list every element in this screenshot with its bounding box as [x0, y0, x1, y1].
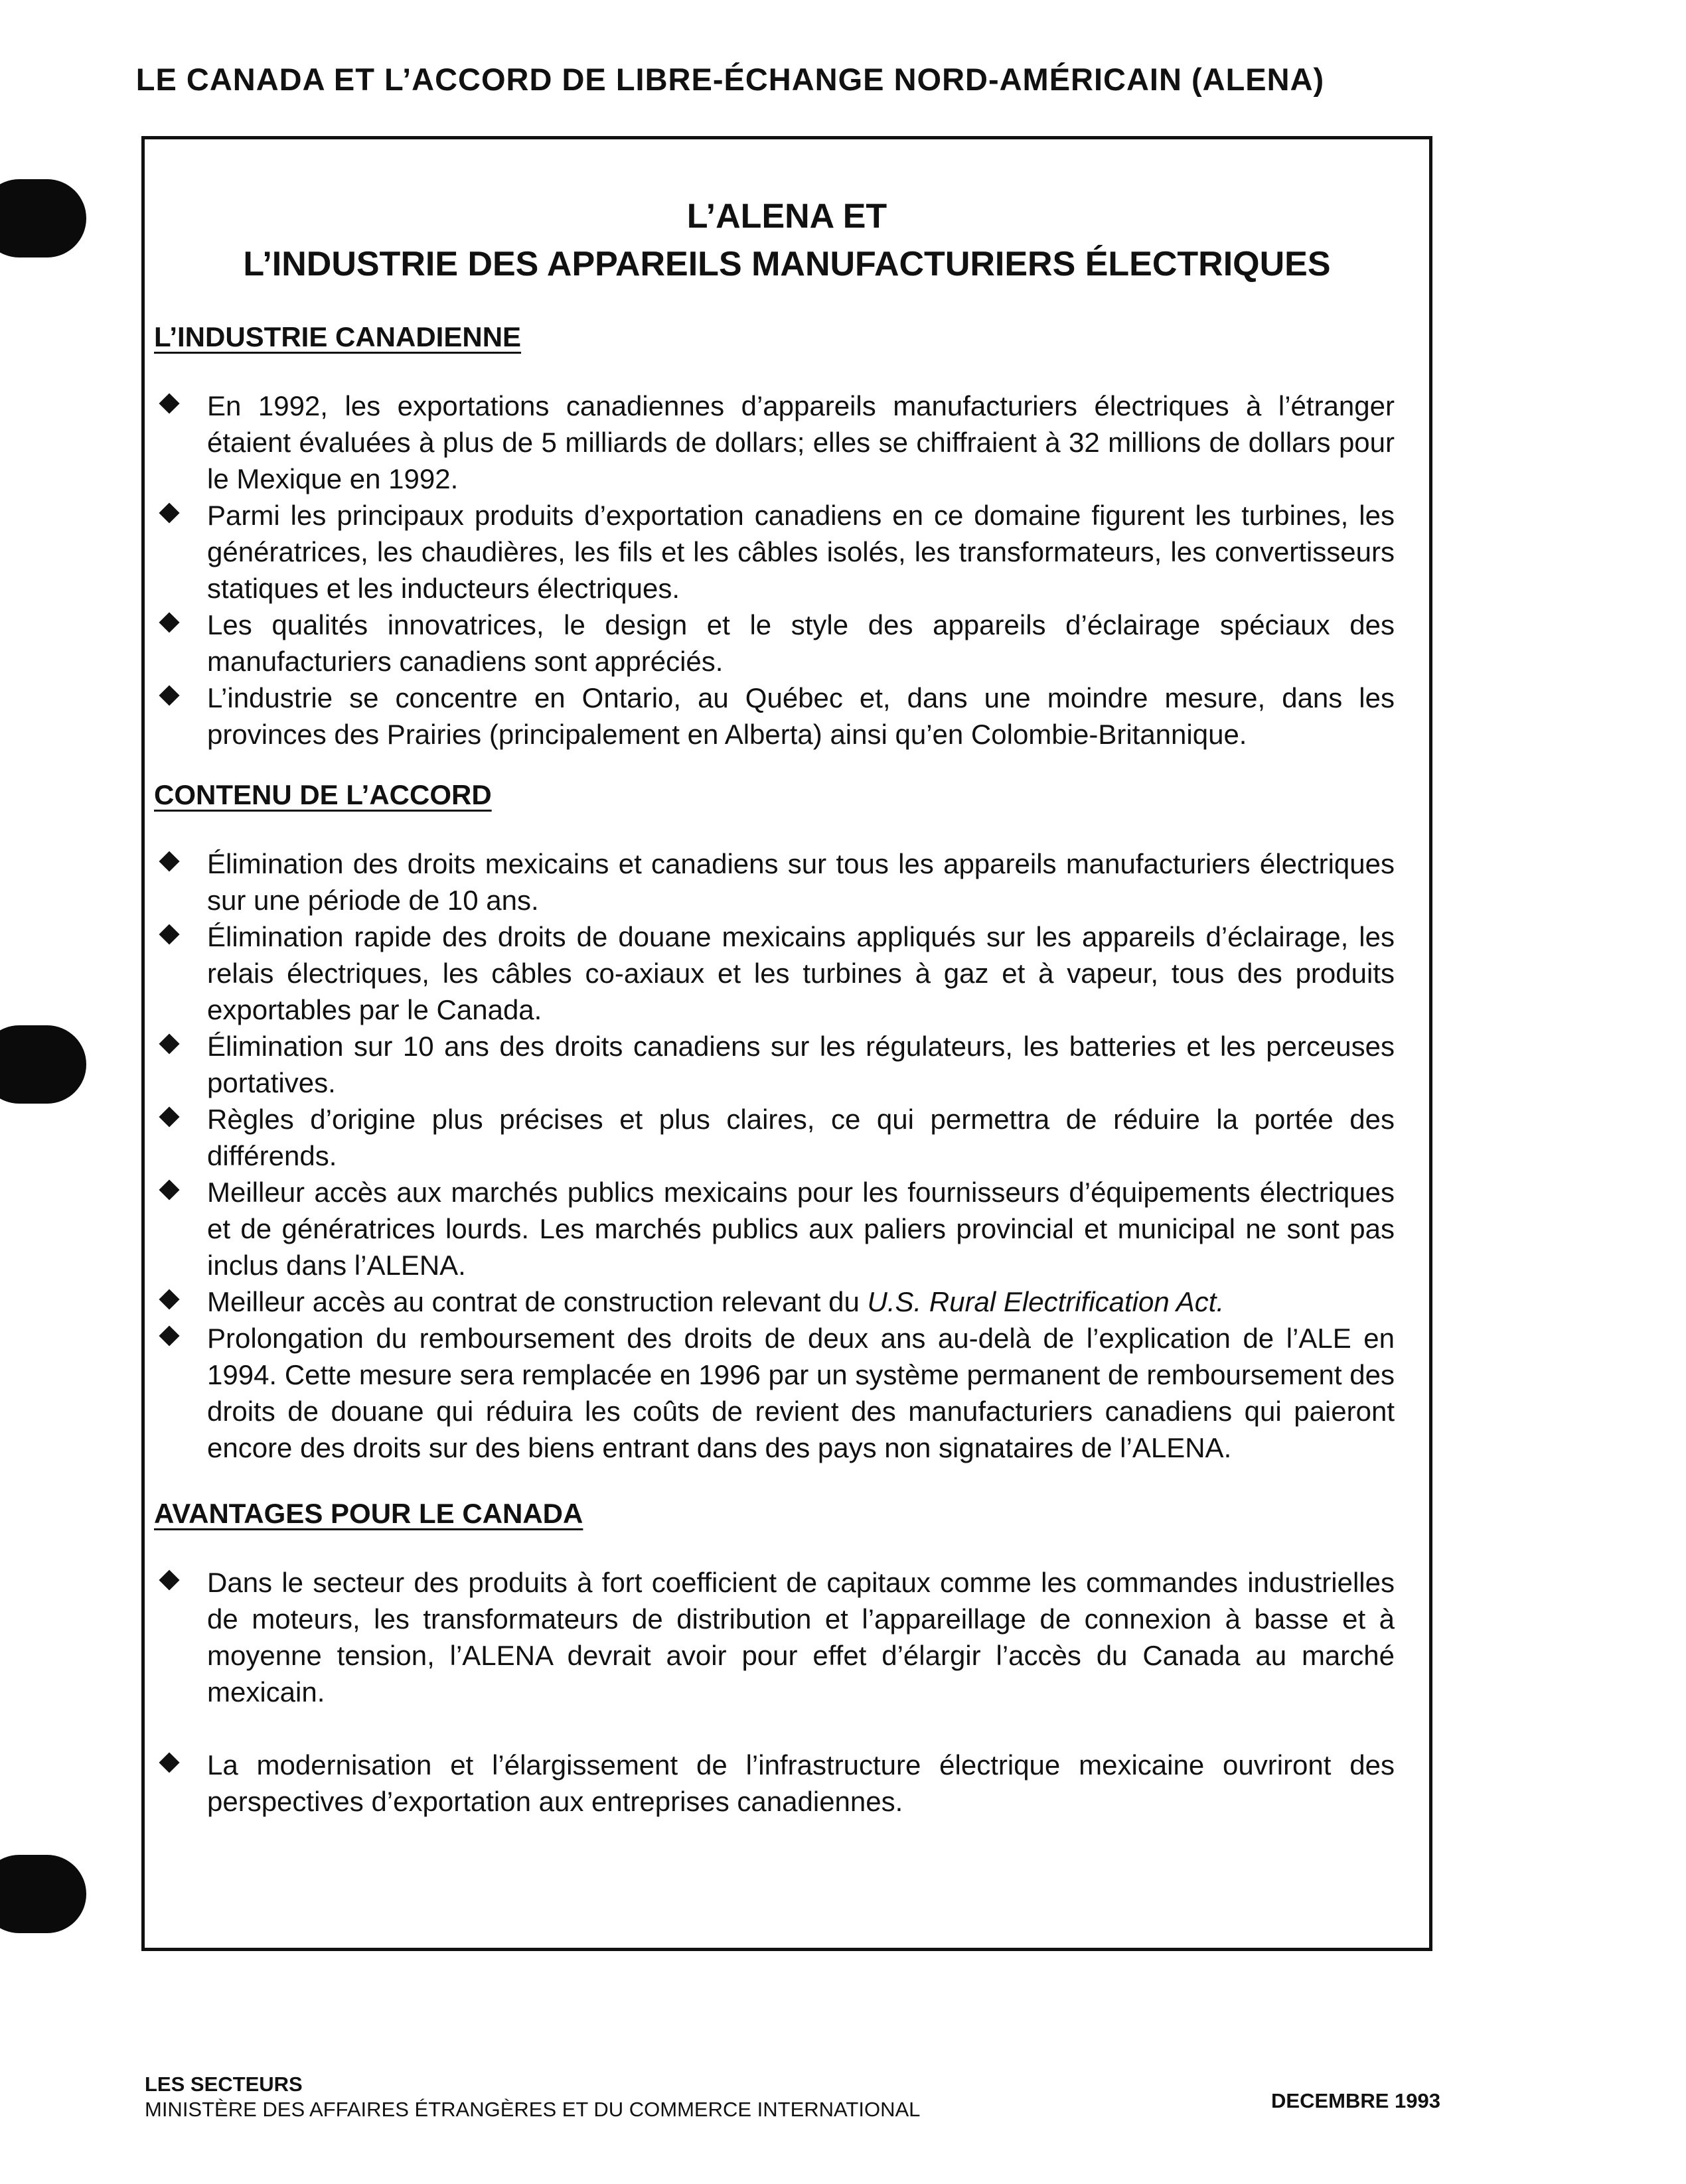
diamond-bullet-icon: [159, 612, 179, 632]
list-item: La modernisation et l’élargissement de l’infrastructure électrique mexicaine ouvriront des perspectives d’exportation aux entreprises canadiennes.: [154, 1747, 1429, 1820]
content-box: [141, 136, 1432, 1951]
footer-line-1: LES SECTEURS: [145, 2073, 303, 2096]
diamond-bullet-icon: [159, 1569, 179, 1590]
punch-hole: [0, 179, 86, 257]
diamond-bullet-icon: [159, 1289, 179, 1309]
page-title: [145, 192, 1429, 288]
punch-hole: [0, 1855, 86, 1933]
list-item: Les qualités innovatrices, le design et le style des appareils d’éclairage spéciaux des manufacturiers canadiens sont appréciés.: [154, 607, 1429, 680]
section-heading: AVANTAGES POUR LE CANADA: [154, 1498, 583, 1529]
diamond-bullet-icon: [159, 1033, 179, 1054]
title-line-2: L’INDUSTRIE DES APPAREILS MANUFACTURIERS ÉLECTRIQUES: [243, 245, 1331, 283]
list-item: Élimination sur 10 ans des droits canadiens sur les régulateurs, les batteries et les perceuses portatives.: [154, 1028, 1429, 1101]
act-name: U.S. Rural Electrification Act.: [867, 1286, 1225, 1317]
title-line-1: L’ALENA ET: [686, 197, 887, 236]
diamond-bullet-icon: [159, 851, 179, 871]
diamond-bullet-icon: [159, 502, 179, 523]
document-header: LE CANADA ET L’ACCORD DE LIBRE-ÉCHANGE NORD-AMÉRICAIN (ALENA): [135, 62, 1325, 97]
section-avantages: [154, 1498, 1429, 1820]
bullet-list: [154, 845, 1429, 1466]
footer-line-2: MINISTÈRE DES AFFAIRES ÉTRANGÈRES ET DU COMMERCE INTERNATIONAL: [145, 2098, 921, 2121]
section-industrie-canadienne: [154, 321, 1429, 753]
footer-source: [145, 2072, 920, 2122]
punch-hole: [0, 1025, 86, 1104]
section-contenu-accord: [154, 779, 1429, 1466]
diamond-bullet-icon: [159, 1106, 179, 1127]
list-item: En 1992, les exportations canadiennes d’appareils manufacturiers électriques à l’étranger étaient évaluées à plus de 5 milliards de dollars; elles se chiffraient à 32 millions de dollars pour le Mexique en 1992.: [154, 388, 1429, 497]
list-item: Élimination rapide des droits de douane mexicains appliqués sur les appareils d’éclairage, les relais électriques, les câbles co-axiaux et les turbines à gaz et à vapeur, tous des produits exportables par le Canada.: [154, 918, 1429, 1028]
list-item: Meilleur accès au contrat de construction relevant du U.S. Rural Electrification Act.: [154, 1283, 1429, 1320]
diamond-bullet-icon: [159, 924, 179, 944]
diamond-bullet-icon: [159, 1179, 179, 1200]
list-item: Élimination des droits mexicains et canadiens sur tous les appareils manufacturiers électriques sur une période de 10 ans.: [154, 845, 1429, 918]
footer-date: DECEMBRE 1993: [1271, 2089, 1440, 2112]
diamond-bullet-icon: [159, 393, 179, 413]
diamond-bullet-icon: [159, 1752, 179, 1773]
list-item: Règles d’origine plus précises et plus claires, ce qui permettra de réduire la portée des différends.: [154, 1101, 1429, 1174]
diamond-bullet-icon: [159, 1325, 179, 1346]
diamond-bullet-icon: [159, 685, 179, 705]
bullet-list: [154, 388, 1429, 753]
list-item: L’industrie se concentre en Ontario, au Québec et, dans une moindre mesure, dans les provinces des Prairies (principalement en Alberta) ainsi qu’en Colombie-Britannique.: [154, 680, 1429, 753]
bullet-list: [154, 1564, 1429, 1820]
section-heading: CONTENU DE L’ACCORD: [154, 779, 492, 810]
list-item: Meilleur accès aux marchés publics mexicains pour les fournisseurs d’équipements électriques et de génératrices lourds. Les marchés publics aux paliers provincial et municipal ne sont pas inclus dans l’ALENA.: [154, 1174, 1429, 1283]
list-item: Parmi les principaux produits d’exportation canadiens en ce domaine figurent les turbines, les génératrices, les chaudières, les fils et les câbles isolés, les transformateurs, les convertisseurs statiques et les inducteurs électriques.: [154, 497, 1429, 607]
section-heading: L’INDUSTRIE CANADIENNE: [154, 321, 522, 352]
list-item: Prolongation du remboursement des droits de deux ans au-delà de l’explication de l’ALE en 1994. Cette mesure sera remplacée en 1996 par un système permanent de remboursement des droits de douane qui réduira les coûts de revient des manufacturiers canadiens qui paieront encore des droits sur des biens entrant dans des pays non signataires de l’ALENA.: [154, 1320, 1429, 1466]
list-item: Dans le secteur des produits à fort coefficient de capitaux comme les commandes industrielles de moteurs, les transformateurs de distribution et l’appareillage de connexion à basse et à moyenne tension, l’ALENA devrait avoir pour effet d’élargir l’accès du Canada au marché mexicain.: [154, 1564, 1429, 1710]
